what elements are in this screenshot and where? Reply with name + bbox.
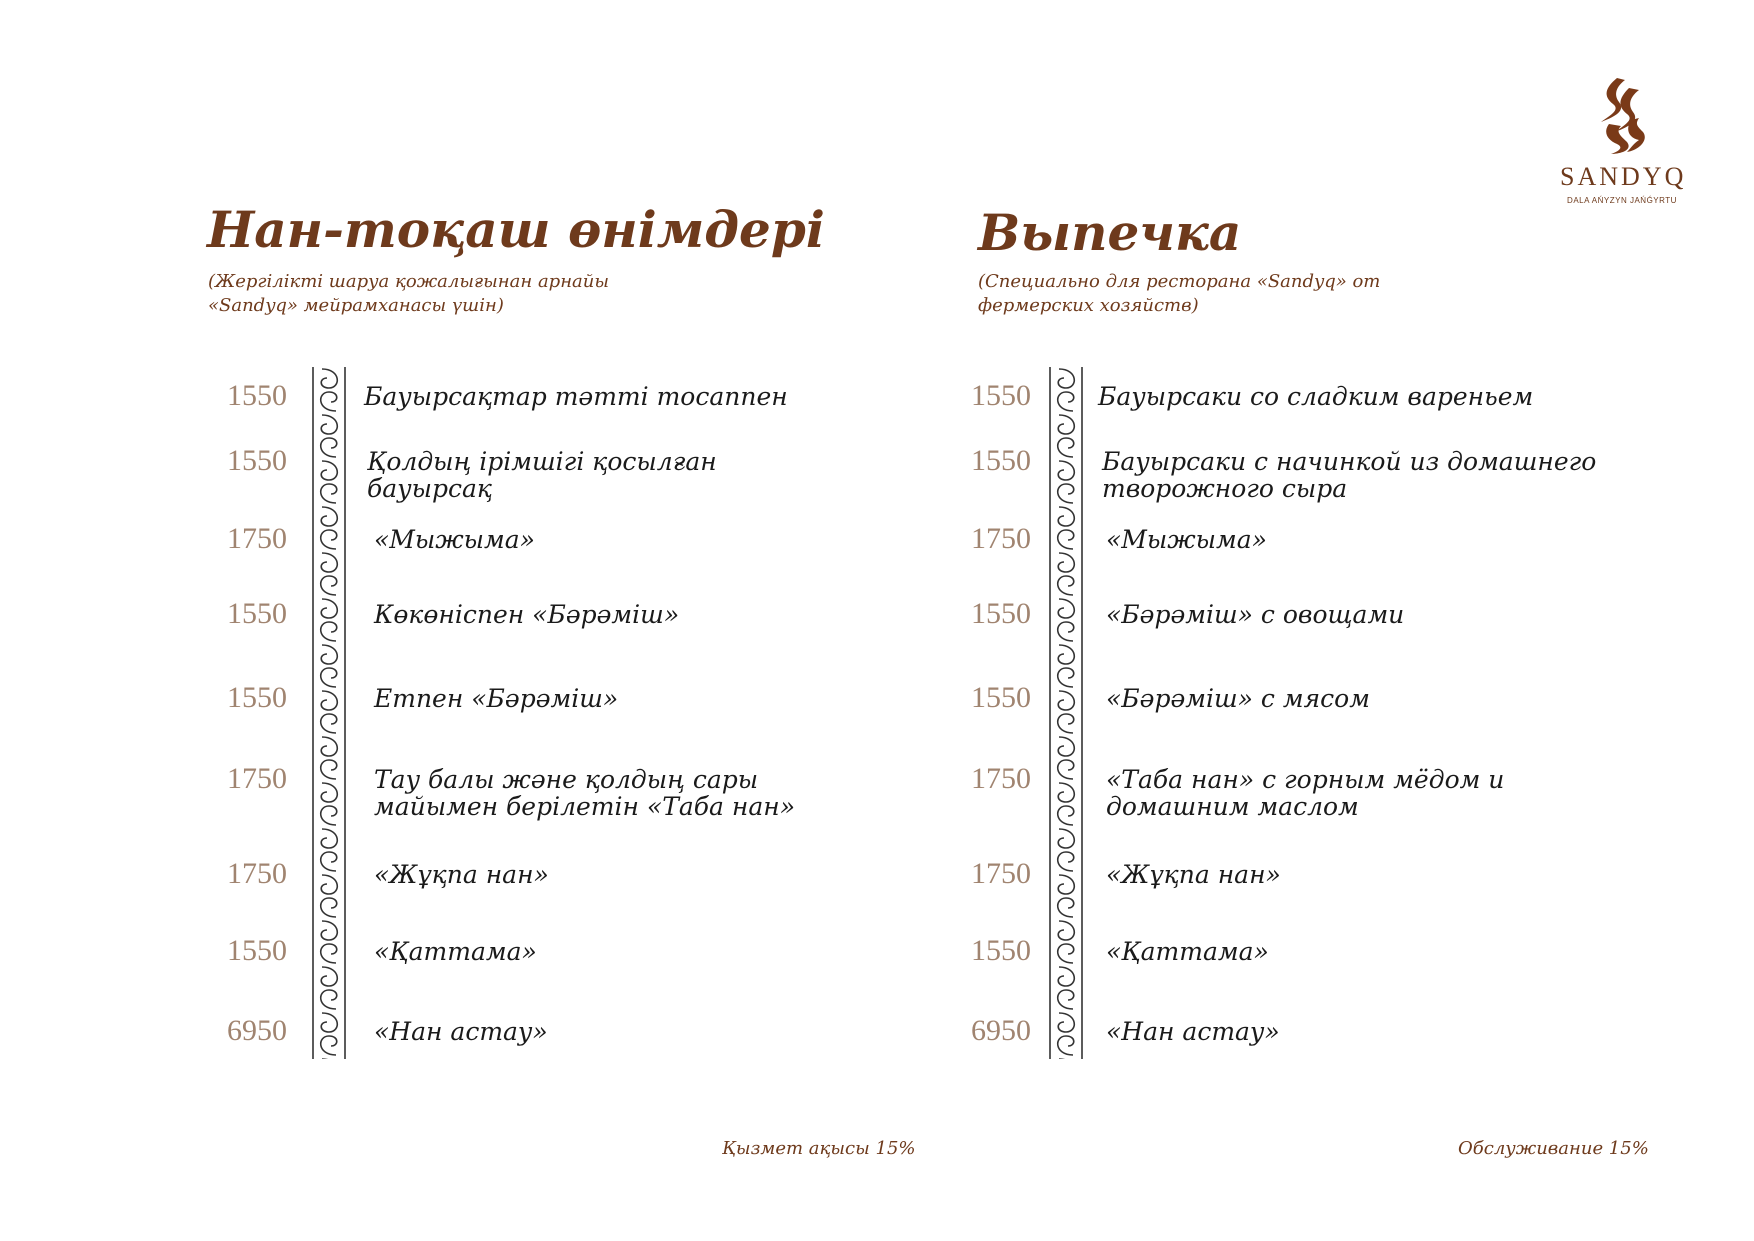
item-name: Қолдың ірімшігі қосылған бауырсақ xyxy=(367,447,717,503)
item-price: 1550 xyxy=(971,597,1031,630)
item-name: Көкөніспен «Бәрәміш» xyxy=(374,600,680,629)
item-name: «Бәрәміш» с мясом xyxy=(1106,684,1370,713)
section-title-russian: Выпечка xyxy=(978,203,1242,262)
logo-tagline: DALA AŃYZYN JAŃǴYRTU xyxy=(1567,196,1677,205)
item-price: 1550 xyxy=(971,934,1031,967)
item-price: 1750 xyxy=(227,762,287,795)
item-name: «Жұқпа нан» xyxy=(1106,860,1281,889)
item-price: 1550 xyxy=(227,681,287,714)
logo-name: SANDYQ xyxy=(1560,162,1687,191)
item-name: Бауырсаки с начинкой из домашнего творожного сыра xyxy=(1102,447,1597,503)
section-subtitle-kazakh: (Жергілікті шаруа қожалығынан арнайы «Sandyq» мейрамханасы үшін) xyxy=(208,271,610,316)
item-name: «Таба нан» с горным мёдом и домашним маслом xyxy=(1106,765,1505,821)
item-name: Бауырсаки со сладким вареньем xyxy=(1098,382,1534,411)
item-price: 1750 xyxy=(971,857,1031,890)
item-name: Тау балы және қолдың сары майымен берілетін «Таба нан» xyxy=(374,765,796,821)
item-price: 6950 xyxy=(971,1014,1031,1047)
item-name: «Мыжыма» xyxy=(374,525,535,554)
item-price: 6950 xyxy=(227,1014,287,1047)
item-price: 1550 xyxy=(971,681,1031,714)
service-charge-note-kazakh: Қызмет ақысы 15% xyxy=(722,1138,916,1159)
sandyq-logo xyxy=(1560,74,1687,205)
item-name: «Жұқпа нан» xyxy=(374,860,549,889)
item-price: 1550 xyxy=(227,934,287,967)
item-price: 1550 xyxy=(971,444,1031,477)
item-name: Етпен «Бәрәміш» xyxy=(374,684,619,713)
ornament-border-kazakh-icon xyxy=(311,367,347,1059)
item-price: 1550 xyxy=(971,379,1031,412)
item-name: «Қаттама» xyxy=(1106,937,1269,966)
item-name: «Нан астау» xyxy=(374,1017,548,1046)
item-price: 1750 xyxy=(227,522,287,555)
item-name: «Мыжыма» xyxy=(1106,525,1267,554)
section-subtitle-russian: (Специально для ресторана «Sandyq» от фермерских хозяйств) xyxy=(978,271,1381,316)
item-price: 1550 xyxy=(227,379,287,412)
item-price: 1750 xyxy=(971,762,1031,795)
sandyq-emblem-icon xyxy=(1587,74,1657,154)
item-name: Бауырсақтар тәтті тосаппен xyxy=(364,382,788,411)
item-name: «Нан астау» xyxy=(1106,1017,1280,1046)
ornament-border-russian-icon xyxy=(1048,367,1084,1059)
item-name: «Қаттама» xyxy=(374,937,537,966)
item-price: 1750 xyxy=(971,522,1031,555)
service-charge-note-russian: Обслуживание 15% xyxy=(1458,1138,1649,1159)
item-price: 1550 xyxy=(227,444,287,477)
item-price: 1750 xyxy=(227,857,287,890)
section-title-kazakh: Нан-тоқаш өнімдері xyxy=(207,200,825,259)
item-price: 1550 xyxy=(227,597,287,630)
item-name: «Бәрәміш» с овощами xyxy=(1106,600,1405,629)
